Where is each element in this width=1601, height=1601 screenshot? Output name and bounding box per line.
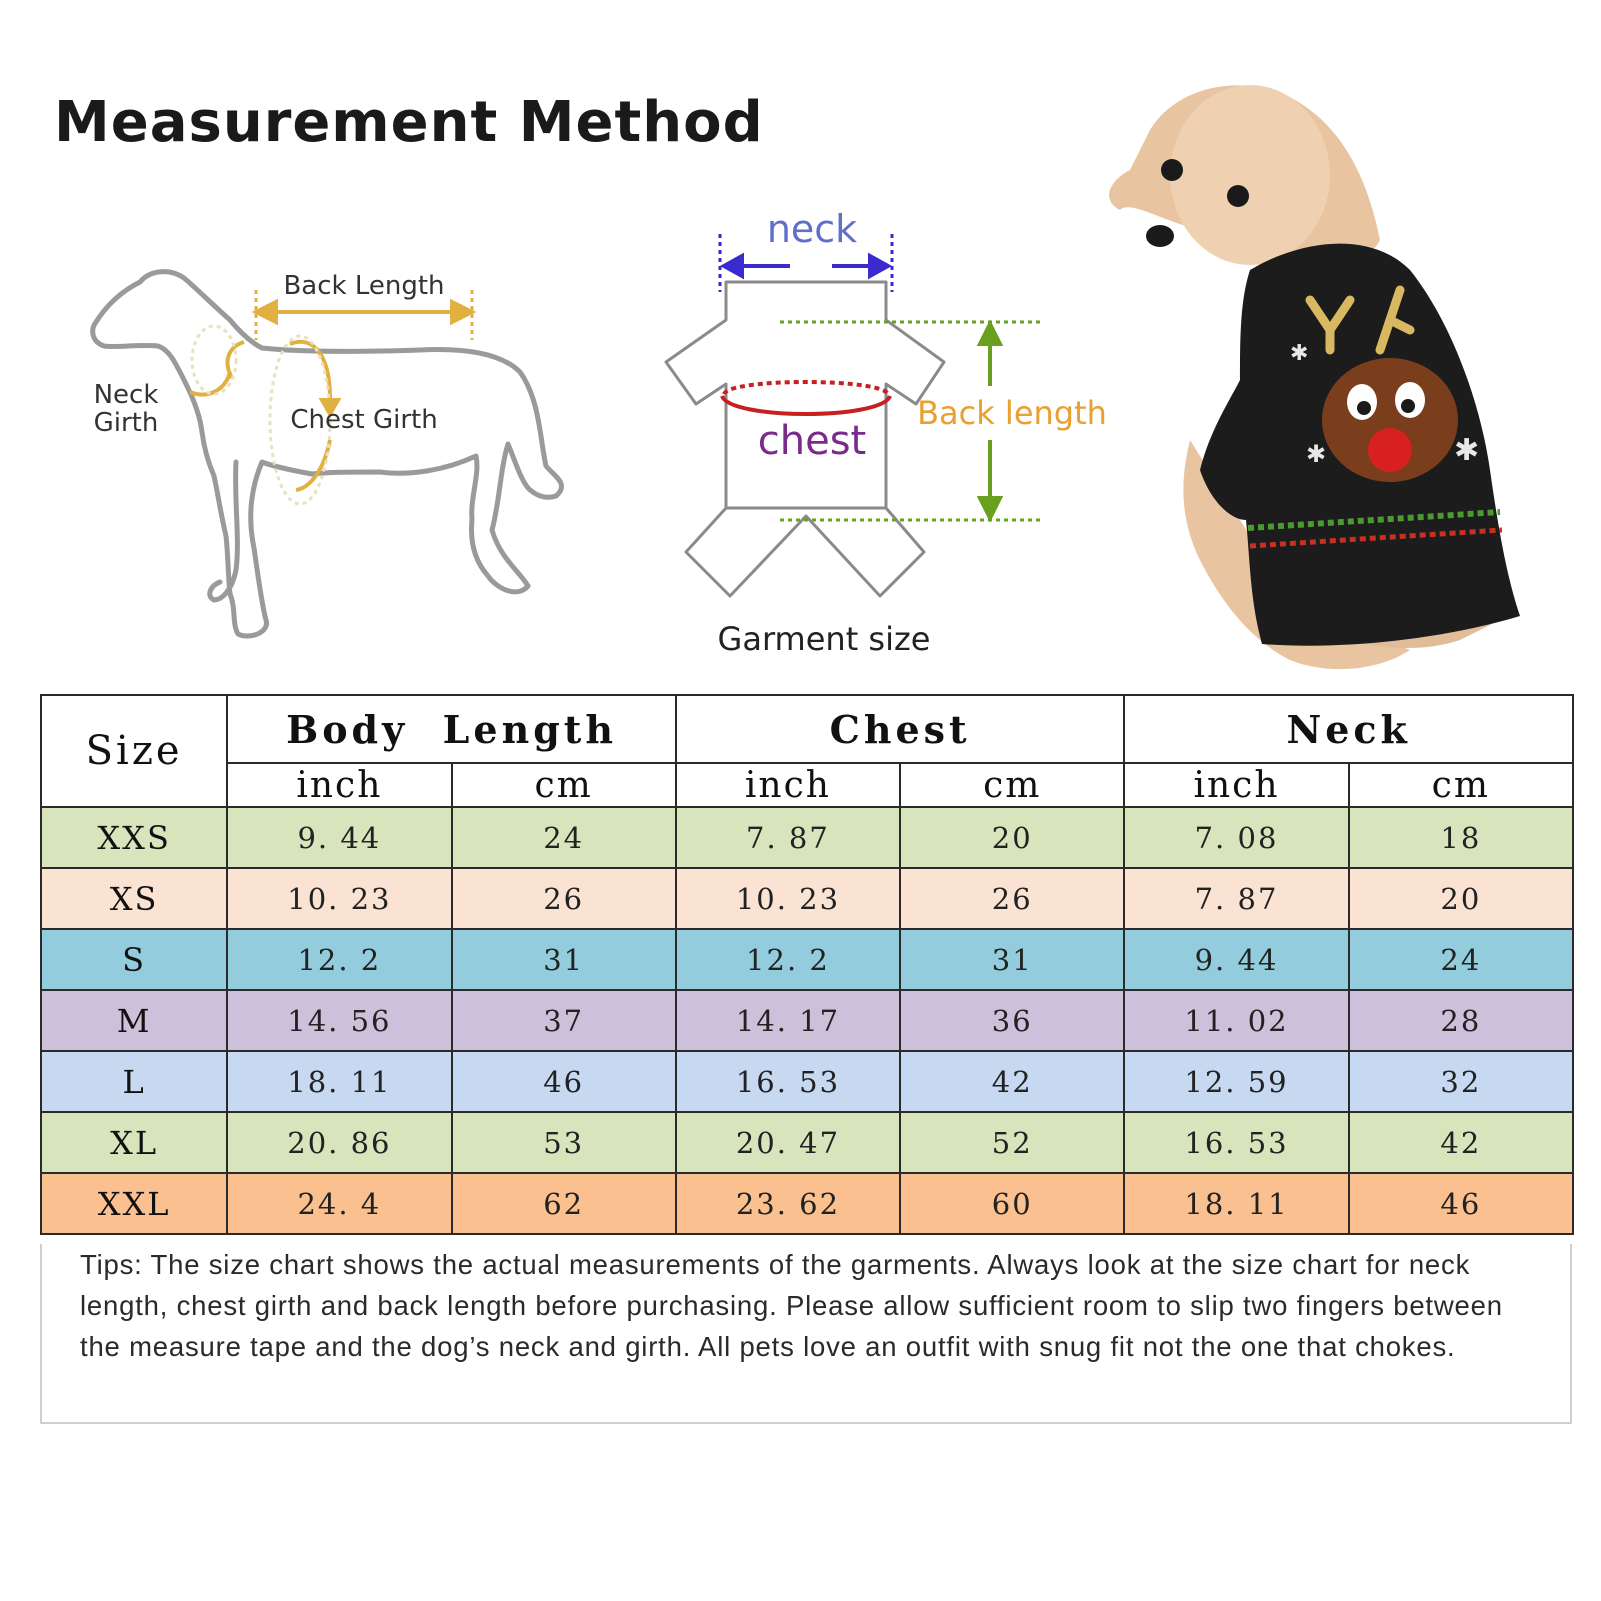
measurement-cell: 24 (1349, 929, 1573, 990)
measurement-cell: 18. 11 (1124, 1173, 1348, 1234)
measurement-cell: 11. 02 (1124, 990, 1348, 1051)
size-chart-table (40, 694, 1574, 1235)
measurement-cell: 14. 56 (227, 990, 451, 1051)
measurement-cell: 53 (452, 1112, 676, 1173)
size-cell: XXS (41, 807, 227, 868)
chest-girth-label: Chest Girth (290, 405, 438, 435)
size-cell: L (41, 1051, 227, 1112)
measurement-cell: 23. 62 (676, 1173, 900, 1234)
garment-back-length-label: Back length (917, 394, 1107, 432)
measurement-cell: 20 (900, 807, 1124, 868)
svg-text:✱: ✱ (1290, 341, 1309, 366)
table-row (41, 807, 1573, 868)
measurement-cell: 20. 86 (227, 1112, 451, 1173)
measurement-cell: 46 (1349, 1173, 1573, 1234)
table-row (41, 868, 1573, 929)
group-header-row (41, 695, 1573, 763)
unit-header: inch (227, 763, 451, 807)
measurement-cell: 31 (900, 929, 1124, 990)
table-row (41, 990, 1573, 1051)
unit-header: cm (452, 763, 676, 807)
measurement-cell: 26 (900, 868, 1124, 929)
neck-label: neck (766, 207, 858, 251)
unit-header: inch (1124, 763, 1348, 807)
measurement-cell: 62 (452, 1173, 676, 1234)
size-cell: XL (41, 1112, 227, 1173)
measurement-cell: 12. 59 (1124, 1051, 1348, 1112)
measurement-cell: 26 (452, 868, 676, 929)
chest-label: chest (757, 418, 867, 464)
unit-header-row (41, 763, 1573, 807)
measurement-cell: 16. 53 (1124, 1112, 1348, 1173)
size-cell: M (41, 990, 227, 1051)
measurement-cell: 42 (900, 1051, 1124, 1112)
table-row (41, 929, 1573, 990)
measurement-cell: 52 (900, 1112, 1124, 1173)
svg-text:✱: ✱ (1306, 440, 1327, 468)
body-length-header: Body Length (227, 695, 676, 763)
measurement-cell: 32 (1349, 1051, 1573, 1112)
measurement-cell: 28 (1349, 990, 1573, 1051)
unit-header: cm (1349, 763, 1573, 807)
neck-girth-label-line2: Girth (93, 408, 159, 438)
measurement-cell: 46 (452, 1051, 676, 1112)
size-cell: XS (41, 868, 227, 929)
unit-header: cm (900, 763, 1124, 807)
measurement-cell: 9. 44 (227, 807, 451, 868)
neck-header: Neck (1124, 695, 1573, 763)
measurement-cell: 10. 23 (227, 868, 451, 929)
table-row (41, 1051, 1573, 1112)
measurement-cell: 36 (900, 990, 1124, 1051)
measurement-cell: 10. 23 (676, 868, 900, 929)
measurement-cell: 60 (900, 1173, 1124, 1234)
measurement-cell: 24 (452, 807, 676, 868)
measurement-cell: 42 (1349, 1112, 1573, 1173)
size-cell: S (41, 929, 227, 990)
measurement-cell: 12. 2 (676, 929, 900, 990)
measurement-cell: 7. 08 (1124, 807, 1348, 868)
measurement-cell: 14. 17 (676, 990, 900, 1051)
unit-header: inch (676, 763, 900, 807)
measurement-cell: 9. 44 (1124, 929, 1348, 990)
measurement-cell: 7. 87 (676, 807, 900, 868)
measurement-cell: 12. 2 (227, 929, 451, 990)
measurement-cell: 20. 47 (676, 1112, 900, 1173)
table-row (41, 1112, 1573, 1173)
measurement-cell: 18 (1349, 807, 1573, 868)
chest-header: Chest (676, 695, 1125, 763)
back-length-label: Back Length (283, 271, 445, 301)
measurement-cell: 37 (452, 990, 676, 1051)
neck-girth-label-line1: Neck (93, 380, 159, 410)
measurement-cell: 24. 4 (227, 1173, 451, 1234)
svg-text:✱: ✱ (1454, 433, 1480, 468)
dog-sweater-photo (0, 0, 1601, 690)
measurement-cell: 7. 87 (1124, 868, 1348, 929)
measurement-cell: 18. 11 (227, 1051, 451, 1112)
page-title: Measurement Method (54, 90, 764, 155)
measurement-cell: 16. 53 (676, 1051, 900, 1112)
measurement-cell: 20 (1349, 868, 1573, 929)
garment-size-caption: Garment size (717, 620, 931, 658)
size-cell: XXL (41, 1173, 227, 1234)
measurement-cell: 31 (452, 929, 676, 990)
tips-text: Tips: The size chart shows the actual measurements of the garments. Always look at the size chart for neck length, chest girth and back length before purchasing. Please allow sufficient room to slip two fingers between the measure tape and the dog’s neck and girth. All pets love an outfit with snug fit not the one that chokes. (40, 1244, 1572, 1424)
table-row (41, 1173, 1573, 1234)
size-header: Size (41, 695, 227, 807)
